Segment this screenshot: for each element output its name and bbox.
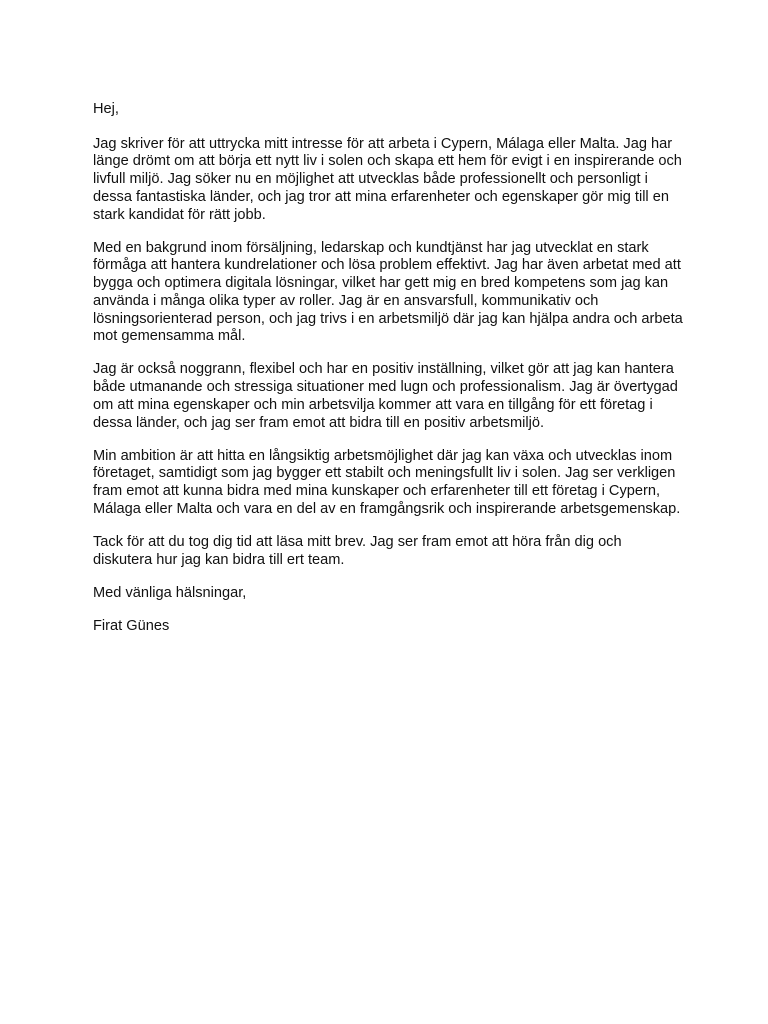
cover-letter (93, 101, 683, 651)
letter-signature: Firat Günes (93, 618, 170, 635)
letter-paragraph-intro: Jag skriver för att uttrycka mitt intresse för att arbeta i Cypern, Málaga eller Malta. Jag har länge drömt om att börja ett nytt liv i solen och skapa ett hem för evigt i en inspirerande och livfull miljö. Jag söker nu en möjlighet att utvecklas både professionellt och personligt i dessa fantastiska länder, och jag tror att mina erfarenheter och egenskaper gör mig till en stark kandidat för rätt jobb. (93, 135, 682, 223)
letter-paragraph-ambition: Min ambition är att hitta en långsiktig arbetsmöjlighet där jag kan växa och utvecklas inom företaget, samtidigt som jag bygger ett stabilt och meningsfullt liv i solen. Jag ser verkligen fram emot att kunna bidra med mina kunskaper och erfarenheter till ett företag i Cypern, Málaga eller Malta och vara en del av en framgångsrik och inspirerande arbetsgemenskap. (93, 447, 681, 517)
letter-paragraph-thanks: Tack för att du tog dig tid att läsa mitt brev. Jag ser fram emot att höra från dig och diskutera hur jag kan bidra till ert team. (93, 534, 622, 568)
letter-paragraph-background: Med en bakgrund inom försäljning, ledarskap och kundtjänst har jag utvecklat en stark förmåga att hantera kundrelationer och lösa problem effektivt. Jag har även arbetat med att bygga och optimera digitala lösningar, vilket har gett mig en bred kompetens som jag kan använda i många olika typer av roller. Jag är en ansvarsfull, kommunikativ och lösningsorienterad person, och jag trivs i en arbetsmiljö där jag kan hjälpa andra och arbeta mot gemensamma mål. (93, 239, 683, 345)
letter-closing: Med vänliga hälsningar, (93, 584, 247, 601)
letter-greeting: Hej, (93, 101, 119, 117)
letter-paragraph-qualities: Jag är också noggrann, flexibel och har en positiv inställning, vilket gör att jag kan hantera både utmanande och stressiga situationer med lugn och professionalism. Jag är övertygad om att mina egenskaper och min arbetsvilja kommer att vara en tillgång för ett företag i dessa länder, och jag ser fram emot att bidra till en positiv arbetsmiljö. (93, 361, 678, 431)
